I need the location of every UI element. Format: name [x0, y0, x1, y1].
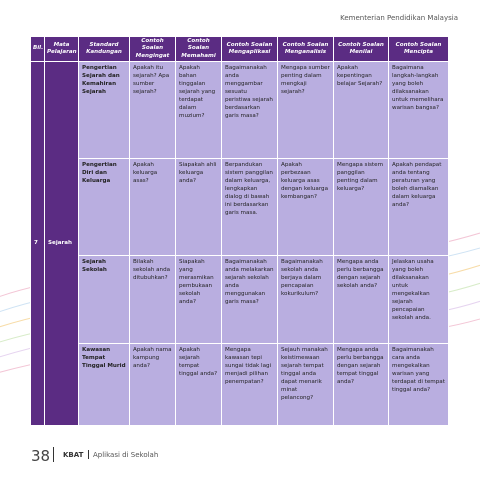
column-header: Bil.: [31, 37, 45, 62]
standard-cell: Kawasan Tempat Tinggal Murid: [79, 344, 130, 426]
question-cell: Apakah perbezaan keluarga asas dengan keluarga kembangan?: [278, 159, 334, 256]
question-cell: Apakah nama kampung anda?: [130, 344, 176, 426]
question-cell: Bagaimanakah anda menggambar sesuatu peristiwa sejarah berdasarkan garis masa?: [222, 62, 278, 159]
footer-subtitle: Aplikasi di Sekolah: [93, 451, 159, 459]
question-cell: Apakah kepentingan belajar Sejarah?: [334, 62, 389, 159]
kbat-question-table: [30, 36, 449, 426]
question-cell: Siapakah yang merasmikan pembukaan sekolah anda?: [176, 256, 222, 344]
column-header: Contoh Soalan Mengingat: [130, 37, 176, 62]
column-header: Contoh Soalan Mengaplikasi: [222, 37, 278, 62]
standard-cell: Pengertian Sejarah dan Kemahiran Sejarah: [79, 62, 130, 159]
page-number: 38: [31, 447, 51, 465]
question-cell: Bagaimanakah anda melakarkan sejarah sekolah anda menggunakan garis masa?: [222, 256, 278, 344]
question-cell: Bagaimanakah sekolah anda berjaya dalam pencapaian kokurikulum?: [278, 256, 334, 344]
table-row: [31, 159, 449, 256]
footer-title: KBAT: [63, 451, 84, 459]
question-cell: Apakah pendapat anda tentang peraturan yang boleh diamalkan dalam keluarga anda?: [389, 159, 449, 256]
question-cell: Apakah sejarah tempat tinggal anda?: [176, 344, 222, 426]
question-cell: Apakah itu sejarah? Apa sumber sejarah?: [130, 62, 176, 159]
question-cell: Apakah bahan tinggalan sejarah yang terdapat dalam muzium?: [176, 62, 222, 159]
question-cell: Sejauh manakah keistimewaan sejarah tempat tinggal anda dapat menarik minat pelancong?: [278, 344, 334, 426]
column-header: Contoh Soalan Memahami: [176, 37, 222, 62]
column-header: Contoh Soalan Mencipta: [389, 37, 449, 62]
table-row: [31, 256, 449, 344]
standard-cell: Sejarah Sekolah: [79, 256, 130, 344]
question-cell: Mengapa sumber penting dalam mengkaji sejarah?: [278, 62, 334, 159]
question-cell: Mengapa anda perlu berbangga dengan sejarah tempat tinggal anda?: [334, 344, 389, 426]
footer-divider: [53, 447, 54, 462]
question-cell: Siapakah ahli keluarga anda?: [176, 159, 222, 256]
question-cell: Mengapa anda perlu berbangga dengan sejarah sekolah anda?: [334, 256, 389, 344]
column-header: Standard Kandungan: [79, 37, 130, 62]
column-header: Contoh Soalan Menilai: [334, 37, 389, 62]
subject-cell: Sejarah: [45, 62, 79, 426]
table-header-row: [31, 37, 449, 62]
question-cell: Bilakah sekolah anda ditubuhkan?: [130, 256, 176, 344]
bil-cell: 7: [31, 62, 45, 426]
question-cell: Bagaimanakah cara anda mengekalkan warisan yang terdapat di tempat tinggal anda?: [389, 344, 449, 426]
footer-divider: [88, 450, 89, 459]
question-cell: Apakah keluarga asas?: [130, 159, 176, 256]
question-cell: Mengapa sistem panggilan penting dalam keluarga?: [334, 159, 389, 256]
column-header: Contoh Soalan Menganalisis: [278, 37, 334, 62]
column-header: Mata Pelajaran: [45, 37, 79, 62]
question-cell: Berpandukan sistem panggilan dalam keluarga, lengkapkan dialog di bawah ini berdasarkan garis masa.: [222, 159, 278, 256]
standard-cell: Pengertian Diri dan Keluarga: [79, 159, 130, 256]
question-cell: Jelaskan usaha yang boleh dilaksanakan untuk mengekalkan sejarah pencapaian sekolah anda.: [389, 256, 449, 344]
page-header: Kementerian Pendidikan Malaysia: [340, 14, 458, 22]
table-row: [31, 62, 449, 159]
table-row: [31, 344, 449, 426]
question-cell: Bagaimana langkah-langkah yang boleh dilaksanakan untuk memelihara warisan bangsa?: [389, 62, 449, 159]
question-cell: Mengapa kawasan tepi sungai tidak lagi menjadi pilihan penempatan?: [222, 344, 278, 426]
